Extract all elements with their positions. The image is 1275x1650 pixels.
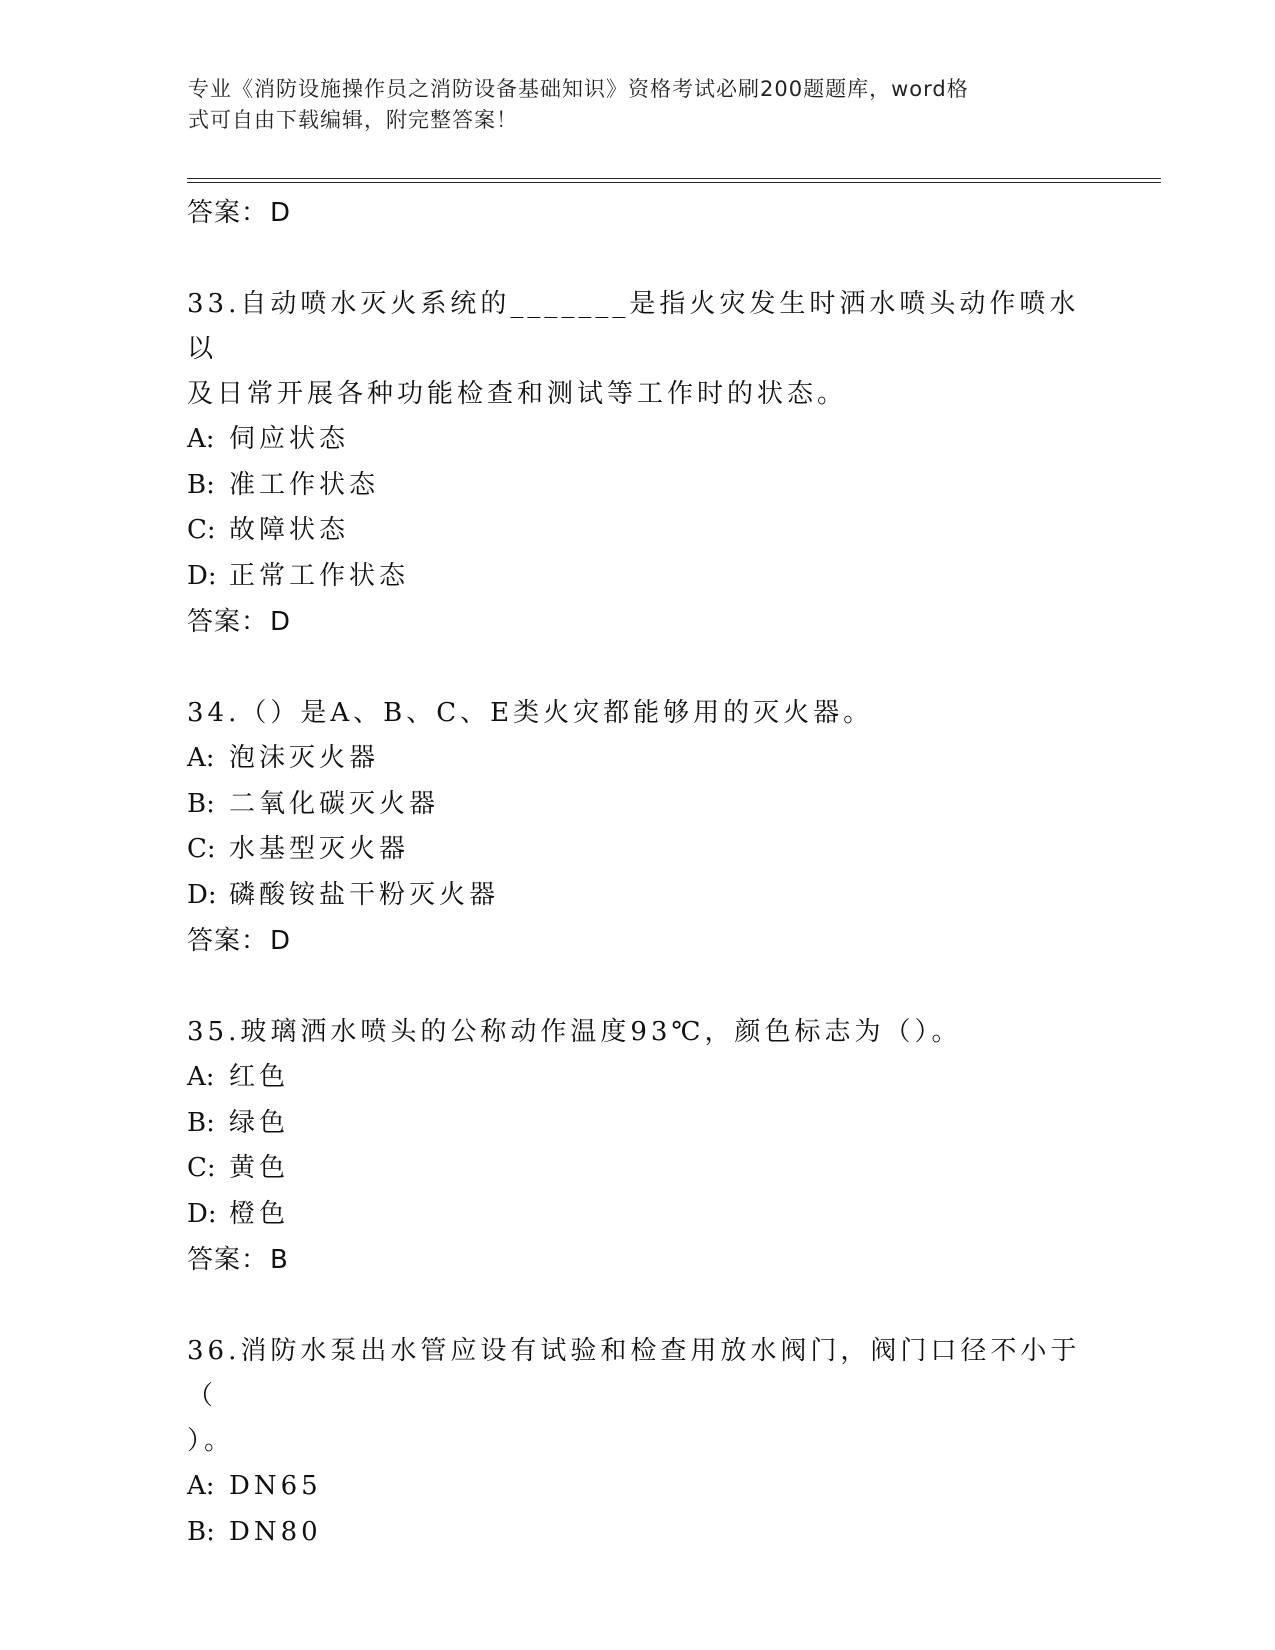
option-text: 红色 xyxy=(229,1062,290,1092)
question-stem-line: 36.消防水泵出水管应设有试验和检查用放水阀门，阀门口径不小于（ xyxy=(187,1336,1081,1411)
option-text: 水基型灭火器 xyxy=(229,834,410,864)
question-stem xyxy=(187,691,1087,736)
option-key: D: xyxy=(187,560,217,591)
option-text: 准工作状态 xyxy=(229,469,380,500)
option-key: A: xyxy=(187,1062,215,1092)
answer-value: D xyxy=(270,926,292,956)
question-stem xyxy=(187,1329,1087,1464)
question-stem-line: 34.（）是A、B、C、E类火灾都能够用的灭火器。 xyxy=(187,698,874,728)
header-divider-top xyxy=(187,178,1161,179)
header-line-1: 专业《消防设施操作员之消防设备基础知识》资格考试必刷200题题库，word格 xyxy=(188,77,969,101)
option-key: C: xyxy=(187,834,216,864)
option-text: 绿色 xyxy=(229,1107,290,1138)
answer-label: 答案： xyxy=(187,1245,269,1275)
option-key: B: xyxy=(187,1516,215,1547)
option-d xyxy=(187,1192,1087,1238)
option-key: A: xyxy=(187,1471,215,1501)
answer-value: D xyxy=(270,607,292,637)
option-key: C: xyxy=(187,515,216,545)
answer-line xyxy=(187,918,1087,964)
question-35 xyxy=(187,1010,1087,1283)
option-key: A: xyxy=(187,743,215,773)
option-d xyxy=(187,554,1087,600)
option-b xyxy=(187,1510,1087,1556)
answer-line xyxy=(187,190,1087,236)
header-line-2: 式可自由下载编辑，附完整答案！ xyxy=(188,108,518,132)
question-stem xyxy=(187,282,1087,417)
option-text: 故障状态 xyxy=(229,515,350,545)
option-key: C: xyxy=(187,1153,216,1183)
question-stem-line: 及日常开展各种功能检查和测试等工作时的状态。 xyxy=(187,379,848,409)
option-key: B: xyxy=(187,788,215,819)
option-text: 泡沫灭火器 xyxy=(229,743,380,773)
question-36 xyxy=(187,1329,1087,1555)
option-text: 伺应状态 xyxy=(229,424,350,454)
answer-label: 答案： xyxy=(187,607,269,637)
document-header xyxy=(188,74,1088,136)
option-a xyxy=(187,1055,1087,1101)
header-divider-bottom xyxy=(187,182,1161,183)
option-b xyxy=(187,1101,1087,1147)
option-a xyxy=(187,736,1087,782)
answer-line xyxy=(187,1237,1087,1283)
option-a xyxy=(187,417,1087,463)
option-c xyxy=(187,827,1087,873)
question-34 xyxy=(187,691,1087,964)
option-key: A: xyxy=(187,424,215,454)
answer-label: 答案： xyxy=(187,198,269,228)
option-text: 黄色 xyxy=(229,1153,290,1183)
answer-line xyxy=(187,599,1087,645)
option-b xyxy=(187,782,1087,828)
option-text: 橙色 xyxy=(229,1198,290,1229)
option-text: 二氧化碳灭火器 xyxy=(229,788,440,819)
question-stem-line: 35.玻璃洒水喷头的公称动作温度93℃，颜色标志为（）。 xyxy=(187,1017,962,1047)
answer-label: 答案： xyxy=(187,926,269,956)
option-d xyxy=(187,873,1087,919)
question-33 xyxy=(187,282,1087,645)
option-key: D: xyxy=(187,1198,217,1229)
option-text: DN80 xyxy=(229,1516,322,1547)
option-key: B: xyxy=(187,1107,215,1138)
option-key: B: xyxy=(187,469,215,500)
option-text: DN65 xyxy=(229,1471,322,1501)
option-text: 磷酸铵盐干粉灭火器 xyxy=(229,879,500,910)
answer-value: B xyxy=(270,1245,289,1275)
question-stem-line: ）。 xyxy=(187,1426,235,1456)
option-key: D: xyxy=(187,879,217,910)
option-a xyxy=(187,1464,1087,1510)
question-stem xyxy=(187,1010,1087,1055)
option-b xyxy=(187,463,1087,509)
document-body xyxy=(187,190,1087,1555)
option-c xyxy=(187,508,1087,554)
option-c xyxy=(187,1146,1087,1192)
option-text: 正常工作状态 xyxy=(229,560,410,591)
question-stem-line: 33.自动喷水灭火系统的_______是指火灾发生时洒水喷头动作喷水以 xyxy=(187,289,1080,364)
answer-value: D xyxy=(270,198,292,228)
